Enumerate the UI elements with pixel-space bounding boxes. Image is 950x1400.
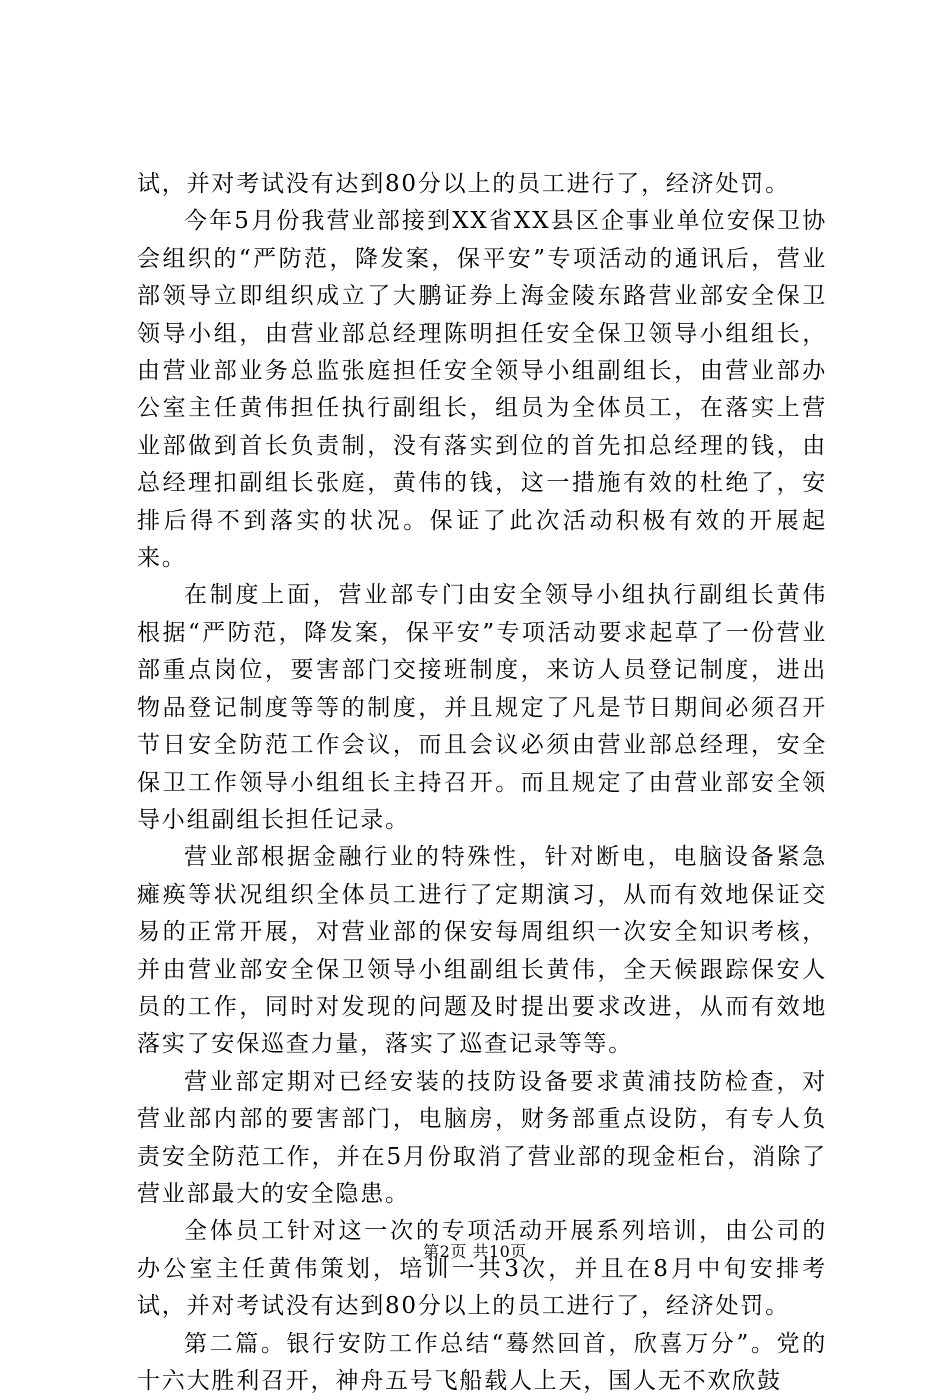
paragraph-3: 在制度上面，营业部专门由安全领导小组执行副组长黄伟根据“严防范，降发案，保平安”专项活动要求起草了一份营业部重点岗位，要害部门交接班制度，来访人员登记制度，进出物品登记制度等等的制度，并且规定了凡是节日期间必须召开节日安全防范工作会议，而且会议必须由营业部总经理，安全保卫工作领导小组组长主持召开。而且规定了由营业部安全领导小组副组长担任记录。 (137, 582, 827, 833)
paragraph-6: 全体员工针对这一次的专项活动开展系列培训，由公司的办公室主任黄伟策划，培训一共3次，并且在8月中旬安排考试，并对考试没有达到80分以上的员工进行了，经济处罚。 (137, 1218, 827, 1320)
paragraph-5: 营业部定期对已经安装的技防设备要求黄浦技防检查，对营业部内部的要害部门，电脑房，财务部重点设防，有专人负责安全防范工作，并在5月份取消了营业部的现金柜台，消除了营业部最大的安全隐患。 (137, 1068, 827, 1207)
document-body (137, 166, 827, 1400)
paragraph-7: 第二篇。银行安防工作总结“蓦然回首，欣喜万分”。党的十六大胜利召开，神舟五号飞船载人上天，国人无不欢欣鼓 (137, 1330, 827, 1394)
paragraph-4: 营业部根据金融行业的特殊性，针对断电，电脑设备紧急瘫痪等状况组织全体员工进行了定期演习，从而有效地保证交易的正常开展，对营业部的保安每周组织一次安全知识考核，并由营业部安全保卫领导小组副组长黄伟，全天候跟踪保安人员的工作，同时对发现的问题及时提出要求改进，从而有效地落实了安保巡查力量，落实了巡查记录等等。 (137, 844, 827, 1058)
page-number-footer: 第2页 共10页 (423, 1242, 527, 1261)
paragraph-2: 今年5月份我营业部接到XX省XX县区企事业单位安保卫协会组织的“严防范，降发案，保平安”专项活动的通讯后，营业部领导立即组织成立了大鹏证券上海金陵东路营业部安全保卫领导小组，由营业部总经理陈明担任安全保卫领导小组组长，由营业部业务总监张庭担任安全领导小组副组长，由营业部办公室主任黄伟担任执行副组长，组员为全体员工，在落实上营业部做到首长负责制，没有落实到位的首先扣总经理的钱，由总经理扣副组长张庭，黄伟的钱，这一措施有效的杜绝了，安排后得不到落实的状况。保证了此次活动积极有效的开展起来。 (137, 208, 827, 572)
paragraph-1: 试，并对考试没有达到80分以上的员工进行了，经济处罚。 (137, 171, 790, 197)
